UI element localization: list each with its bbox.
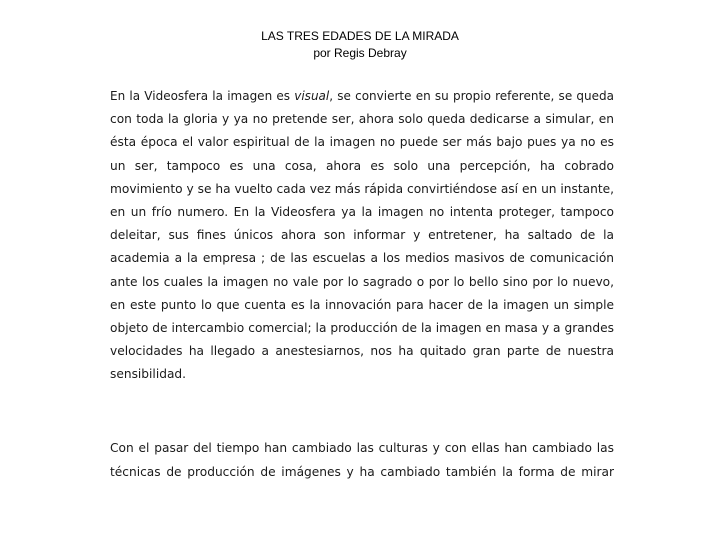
- document-title: LAS TRES EDADES DE LA MIRADA: [261, 29, 459, 43]
- text-line: en este punto lo que cuenta es la innovación para hacer de la imagen un simple: [110, 297, 614, 312]
- title-block: [0, 28, 720, 62]
- text-line: en un frío numero. En la Videosfera ya la imagen no intenta proteger, tampoco: [110, 204, 614, 219]
- text-line: academia a la empresa ; de las escuelas a los medios masivos de comunicación: [110, 251, 614, 266]
- text-line: con toda la gloria y ya no pretende ser, ahora solo queda dedicarse a simular, en: [110, 112, 614, 127]
- text-line: ante los cuales la imagen no vale por lo sagrado o por lo bello sino por lo nuevo,: [110, 274, 614, 289]
- document-author: por Regis Debray: [313, 46, 407, 60]
- text-line: Con el pasar del tiempo han cambiado las culturas y con ellas han cambiado las: [110, 441, 614, 455]
- text-line: un ser, tampoco es una cosa, ahora es solo una percepción, ha cobrado: [110, 158, 614, 173]
- text-line: sensibilidad.: [110, 367, 187, 382]
- text-line: En la Videosfera la imagen es visual, se convierte en su propio referente, se queda: [110, 89, 614, 103]
- text-line: deleitar, sus fines únicos ahora son informar y entretener, ha saltado de la: [110, 228, 614, 243]
- text-line: ésta época el valor espiritual de la imagen no puede ser más bajo pues ya no es: [110, 135, 614, 150]
- text-line: objeto de intercambio comercial; la producción de la imagen en masa y a grandes: [110, 320, 614, 335]
- text-line: movimiento y se ha vuelto cada vez más rápida convirtiéndose así en un instante,: [110, 181, 614, 196]
- text-line: velocidades ha llegado a anestesiarnos, nos ha quitado gran parte de nuestra: [110, 344, 614, 359]
- text-line: técnicas de producción de imágenes y ha cambiado también la forma de mirar: [110, 465, 614, 479]
- paragraph-1: [110, 85, 614, 386]
- paragraph-2: [110, 436, 614, 484]
